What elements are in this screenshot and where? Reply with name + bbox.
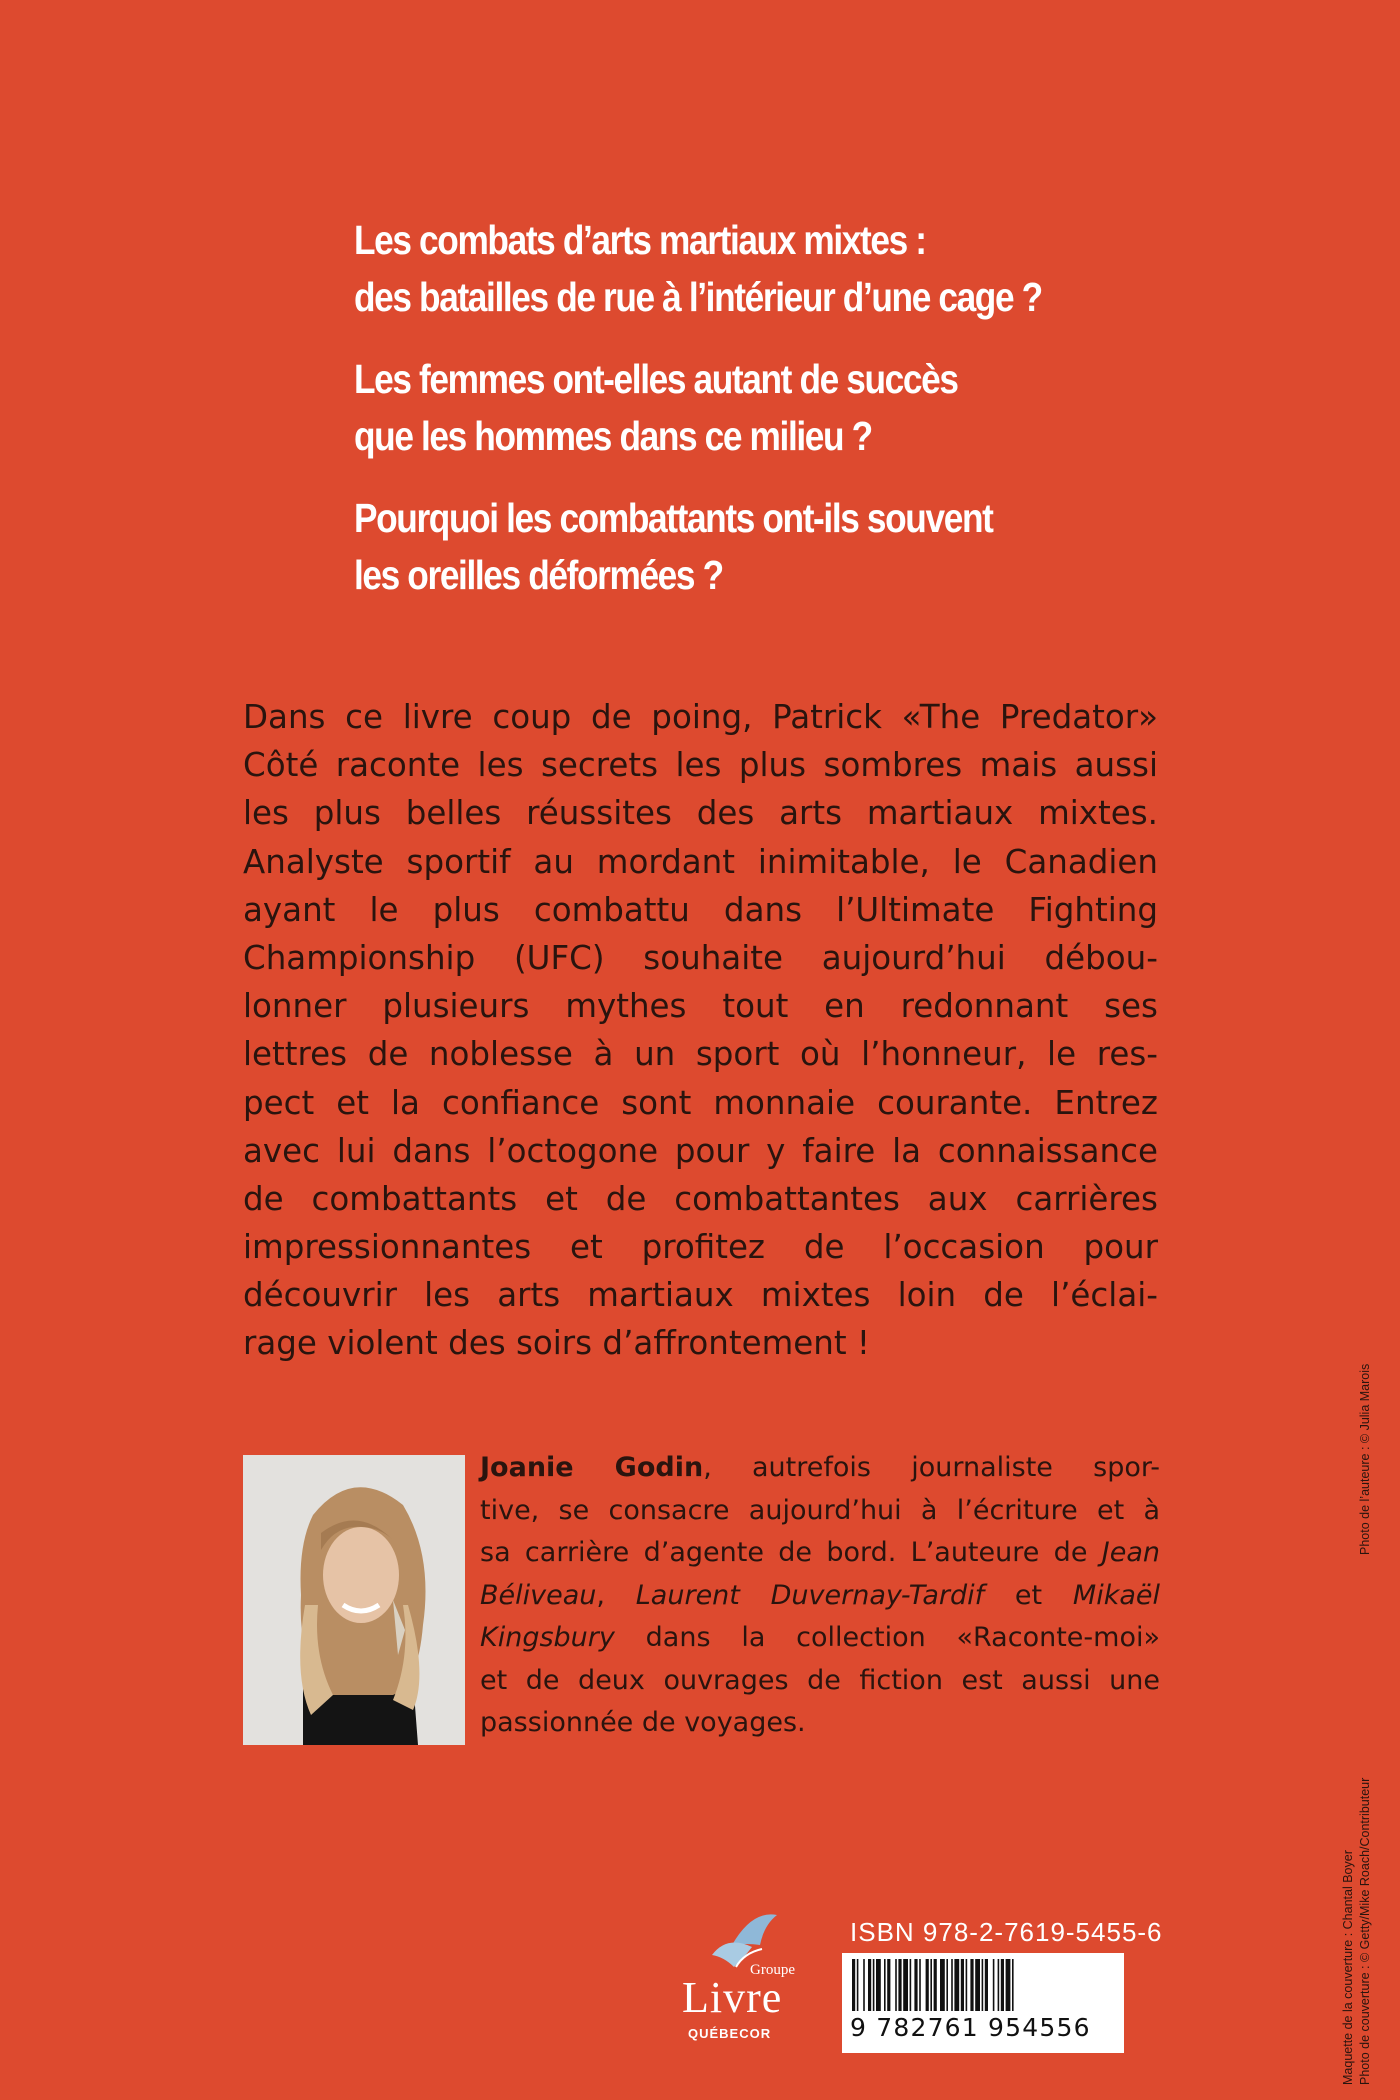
publisher-groupe: Groupe	[750, 1962, 795, 1978]
author-name: Joanie Godin	[480, 1452, 704, 1483]
bio-line	[480, 1447, 1160, 1490]
bio-text: , autrefois journaliste spor-	[703, 1452, 1160, 1483]
barcode-bar	[970, 1959, 973, 2011]
barcode-bar	[975, 1959, 980, 2011]
bio-text: et	[984, 1579, 1073, 1611]
barcode-bar	[982, 1959, 984, 2011]
isbn-label: ISBN 978-2-7619-5455-6	[850, 1917, 1163, 1947]
description-line: Championship (UFC) souhaite aujourd’hui débou-	[243, 938, 1158, 977]
bio-text: dans la collection «Raconte-moi»	[614, 1622, 1160, 1653]
barcode-bar	[940, 1959, 945, 2011]
barcode-bar	[966, 1959, 968, 2011]
barcode-bar	[1001, 1959, 1004, 2011]
barcode-bar	[910, 1959, 912, 2011]
book-title: Laurent Duvernay-Tardif	[635, 1579, 985, 1611]
cover-photo-credit: Photo de couverture : © Getty/Mike Roach/Contributeur	[1358, 1777, 1372, 2085]
barcode-bar	[863, 1959, 865, 2011]
question-line: Les combats d’arts martiaux mixtes :	[354, 217, 926, 263]
barcode-bar	[951, 1959, 953, 2011]
book-description	[243, 693, 1158, 1368]
barcode-bar	[1012, 1959, 1014, 2011]
question-line: des batailles de rue à l’intérieur d’une cage ?	[354, 274, 1042, 320]
barcode-bar	[934, 1959, 937, 2011]
barcode-bar	[884, 1959, 886, 2011]
question-line: Les femmes ont-elles autant de succès	[354, 356, 958, 402]
bio-line: tive, se consacre aujourd’hui à l’écriture et à	[480, 1494, 1160, 1526]
bio-line	[480, 1532, 1160, 1575]
question-1	[354, 212, 1248, 326]
question-3	[354, 490, 1248, 604]
bio-line	[480, 1617, 1160, 1660]
description-line: de combattants et de combattantes aux carrières	[243, 1179, 1158, 1218]
author-photo-credit: Photo de l’auteure : © Julia Marois	[1358, 1363, 1372, 1555]
author-bio	[480, 1447, 1160, 1745]
author-photo	[243, 1455, 465, 1745]
question-line: les oreilles déformées ?	[354, 552, 723, 598]
barcode-bar	[873, 1959, 875, 2011]
book-title: Jean	[1101, 1537, 1160, 1568]
questions-block	[354, 212, 1254, 629]
description-line: avec lui dans l’octogone pour y faire la connaissance	[243, 1131, 1158, 1170]
barcode-bar	[895, 1959, 897, 2011]
barcode	[842, 1953, 1124, 2053]
cover-design-credit: Maquette de la couverture : Chantal Boyer	[1341, 1850, 1355, 2085]
barcode-bar	[852, 1959, 855, 2011]
bio-line: et de deux ouvrages de fiction est aussi une	[480, 1664, 1160, 1696]
bio-line	[480, 1575, 1160, 1618]
barcode-bar	[919, 1959, 921, 2011]
barcode-bar	[857, 1959, 859, 2011]
description-line: Dans ce livre coup de poing, Patrick «The Predator»	[243, 698, 1158, 736]
bio-text: sa carrière d’agente de bord. L’auteure de	[480, 1537, 1088, 1568]
publisher-quebecor: QUÉBECOR	[688, 2026, 772, 2041]
description-line: pect et la confiance sont monnaie courante. Entrez	[243, 1083, 1158, 1122]
description-line: impressionnantes et profitez de l’occasion pour	[243, 1228, 1158, 1267]
book-title: Béliveau	[480, 1579, 597, 1611]
description-line: ayant le plus combattu dans l’Ultimate Fighting	[243, 890, 1158, 929]
barcode-bar	[887, 1959, 890, 2011]
author-portrait-image	[243, 1455, 465, 1745]
barcode-bar	[961, 1959, 964, 2011]
description-line: lonner plusieurs mythes tout en redonnant ses	[243, 987, 1158, 1026]
barcode-bar	[998, 1959, 1000, 2011]
barcode-bar	[1006, 1959, 1011, 2011]
question-line: Pourquoi les combattants ont-ils souvent	[354, 495, 993, 541]
book-title: Kingsbury	[480, 1622, 615, 1653]
barcode-digits: 9 782761 954556	[850, 2013, 1091, 2042]
description-line: rage violent des soirs d’affrontement !	[243, 1324, 870, 1363]
publisher-livre: Livre	[682, 1973, 783, 2022]
description-line: les plus belles réussites des arts martiaux mixtes.	[243, 794, 1158, 833]
barcode-bar	[946, 1959, 948, 2011]
barcode-bar	[993, 1959, 995, 2011]
barcode-bar	[914, 1959, 917, 2011]
question-2	[354, 351, 1248, 465]
barcode-bar	[926, 1959, 929, 2011]
bio-text: ,	[596, 1579, 605, 1611]
barcode-bar	[954, 1959, 959, 2011]
description-line: lettres de noblesse à un sport où l’honneur, le res-	[243, 1035, 1158, 1074]
barcode-bar	[985, 1959, 988, 2011]
question-line: que les hommes dans ce milieu ?	[354, 413, 872, 459]
barcode-bar	[898, 1959, 901, 2011]
description-line: Analyste sportif au mordant inimitable, le Canadien	[243, 842, 1158, 881]
description-line: découvrir les arts martiaux mixtes loin de l’éclai-	[243, 1276, 1158, 1315]
barcode-bar	[876, 1959, 881, 2011]
barcode-bar	[903, 1959, 908, 2011]
barcode-bar	[868, 1959, 871, 2011]
book-title: Mikaël	[1072, 1579, 1160, 1611]
bio-line: passionnée de voyages.	[480, 1707, 806, 1738]
barcode-bar	[930, 1959, 932, 2011]
description-line: Côté raconte les secrets les plus sombres mais aussi	[243, 746, 1158, 785]
